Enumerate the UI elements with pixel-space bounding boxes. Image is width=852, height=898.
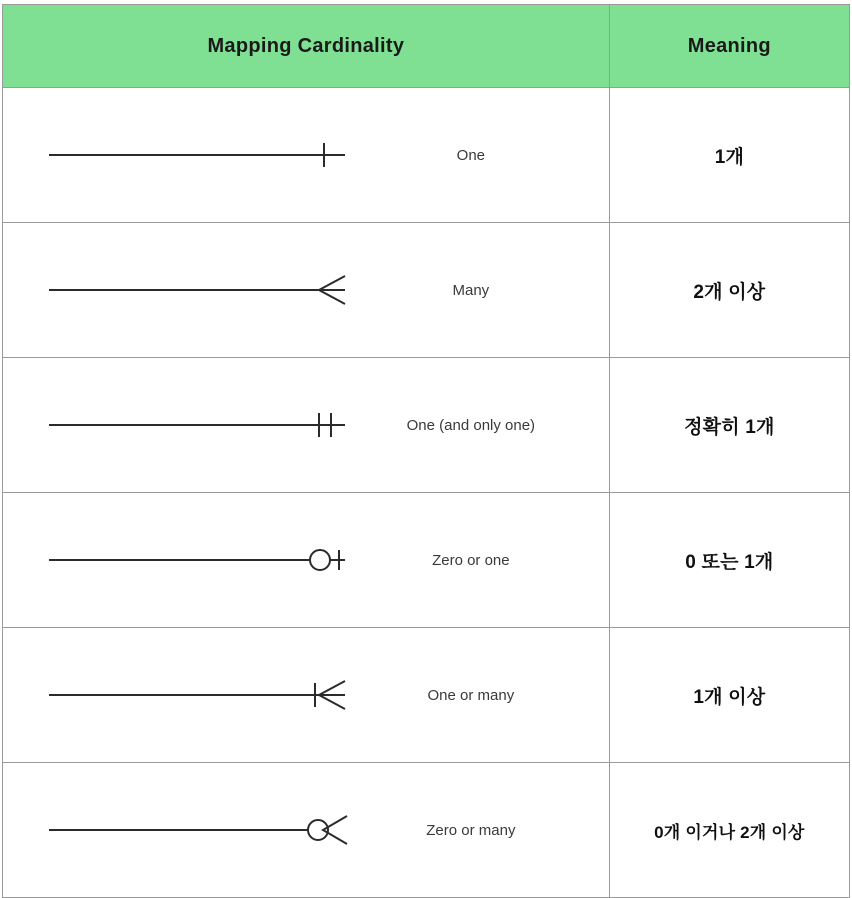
symbol-cell-zero-or-one	[3, 493, 610, 628]
many-notation-icon	[49, 270, 349, 310]
symbol-label: Many	[452, 281, 490, 299]
meaning-cell: 1개 이상	[609, 628, 849, 763]
symbol-label: One or many	[427, 686, 515, 704]
header-mapping-cardinality: Mapping Cardinality	[3, 5, 610, 88]
cardinality-table	[2, 4, 850, 898]
table-header-row	[3, 5, 850, 88]
header-meaning: Meaning	[609, 5, 849, 88]
symbol-cell-zero-or-many	[3, 763, 610, 898]
meaning-cell: 정확히 1개	[609, 358, 849, 493]
table-row	[3, 223, 850, 358]
table-row	[3, 358, 850, 493]
table-row	[3, 763, 850, 898]
symbol-cell-one-or-many	[3, 628, 610, 763]
cardinality-diagram	[0, 4, 852, 892]
symbol-label: Zero or one	[432, 551, 510, 569]
meaning-cell: 1개	[609, 88, 849, 223]
one-and-only-one-notation-icon	[49, 405, 349, 445]
symbol-cell-one	[3, 88, 610, 223]
meaning-cell: 0개 이거나 2개 이상	[609, 763, 849, 898]
one-or-many-notation-icon	[49, 675, 349, 715]
symbol-label: Zero or many	[426, 821, 516, 839]
meaning-cell: 2개 이상	[609, 223, 849, 358]
symbol-cell-many	[3, 223, 610, 358]
meaning-cell: 0 또는 1개	[609, 493, 849, 628]
zero-or-many-notation-icon	[49, 810, 349, 850]
symbol-label: One	[456, 146, 486, 164]
table-row	[3, 628, 850, 763]
table-row	[3, 88, 850, 223]
symbol-label: One (and only one)	[406, 416, 536, 434]
symbol-cell-one-and-only-one	[3, 358, 610, 493]
table-row	[3, 493, 850, 628]
zero-or-one-notation-icon	[49, 540, 349, 580]
one-notation-icon	[49, 135, 349, 175]
